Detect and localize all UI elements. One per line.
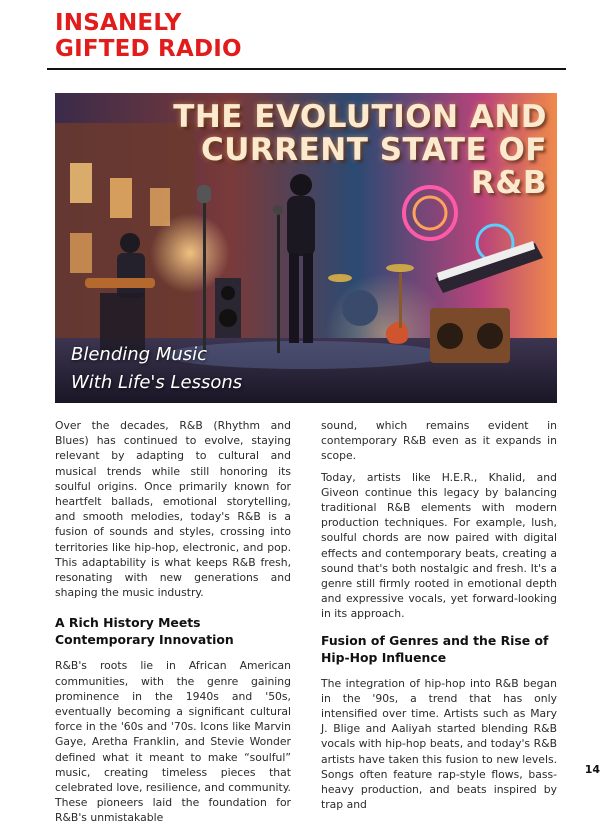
article-paragraph: Over the decades, R&B (Rhythm and Blues) has continued to evolve, staying relevant by adapting to cultural and musical trends while still honoring its soulful origins. Once primarily known for heartfelt ballads, emotional storytelling, and smooth melodies, today's R&B is a fusion of sounds and styles, crossing into territories like hip-hop, electronic, and pop. This adaptability is what keeps R&B fresh, resonating with new generations and shaping the music industry. — [55, 419, 291, 600]
brand-line-1: INSANELY — [55, 10, 182, 36]
article-column-right — [321, 418, 557, 818]
hero-title — [77, 101, 547, 200]
hero-tagline — [71, 341, 331, 397]
brand-logo — [55, 10, 242, 62]
header-divider — [47, 68, 566, 70]
page-number: 14 — [584, 763, 600, 776]
hero-title-line-2: CURRENT STATE OF — [200, 132, 547, 168]
hero-tagline-line-2: With Life's Lessons — [71, 372, 243, 393]
article-column-left — [55, 418, 291, 832]
brand-line-2: GIFTED RADIO — [55, 36, 242, 62]
hero-title-line-3: R&B — [470, 165, 547, 201]
section-heading: Fusion of Genres and the Rise of Hip-Hop Influence — [321, 632, 549, 665]
article-paragraph: sound, which remains evident in contemporary R&B even as it expands in scope. — [321, 419, 557, 463]
section-heading: A Rich History Meets Contemporary Innovation — [55, 615, 234, 648]
hero-tagline-line-1: Blending Music — [71, 344, 208, 365]
article-paragraph: Today, artists like H.E.R., Khalid, and Giveon continue this legacy by balancing traditional R&B elements with modern production techniques. For example, lush, soulful chords are now paired with digital effects and contemporary beats, creating a sound that's both nostalgic and fresh. It's a genre still firmly rooted in emotional depth and expressive vocals, yet forward-looking in its approach. — [321, 470, 557, 621]
article-paragraph: The integration of hip-hop into R&B began in the '90s, a trend that has only intensified over time. Artists such as Mary J. Blige and Aaliyah started blending R&B vocals with hip-hop beats, and today's R&B artists have taken this fusion to new levels. Songs often feature rap-style flows, bass-heavy production, and beats inspired by trap and — [321, 676, 557, 812]
hero-image — [55, 93, 557, 403]
hero-title-line-1: THE EVOLUTION AND — [173, 99, 547, 135]
article-paragraph: R&B's roots lie in African American communities, with the genre gaining prominence in the 1940s and '50s, eventually becoming a significant cultural force in the '60s and '70s. Icons like Marvin Gaye, Aretha Franklin, and Stevie Wonder defined what it meant to make “soulful” music, creating timeless pieces that celebrated love, resilience, and community. These pioneers laid the foundation for R&B's unmistakable — [55, 659, 291, 825]
